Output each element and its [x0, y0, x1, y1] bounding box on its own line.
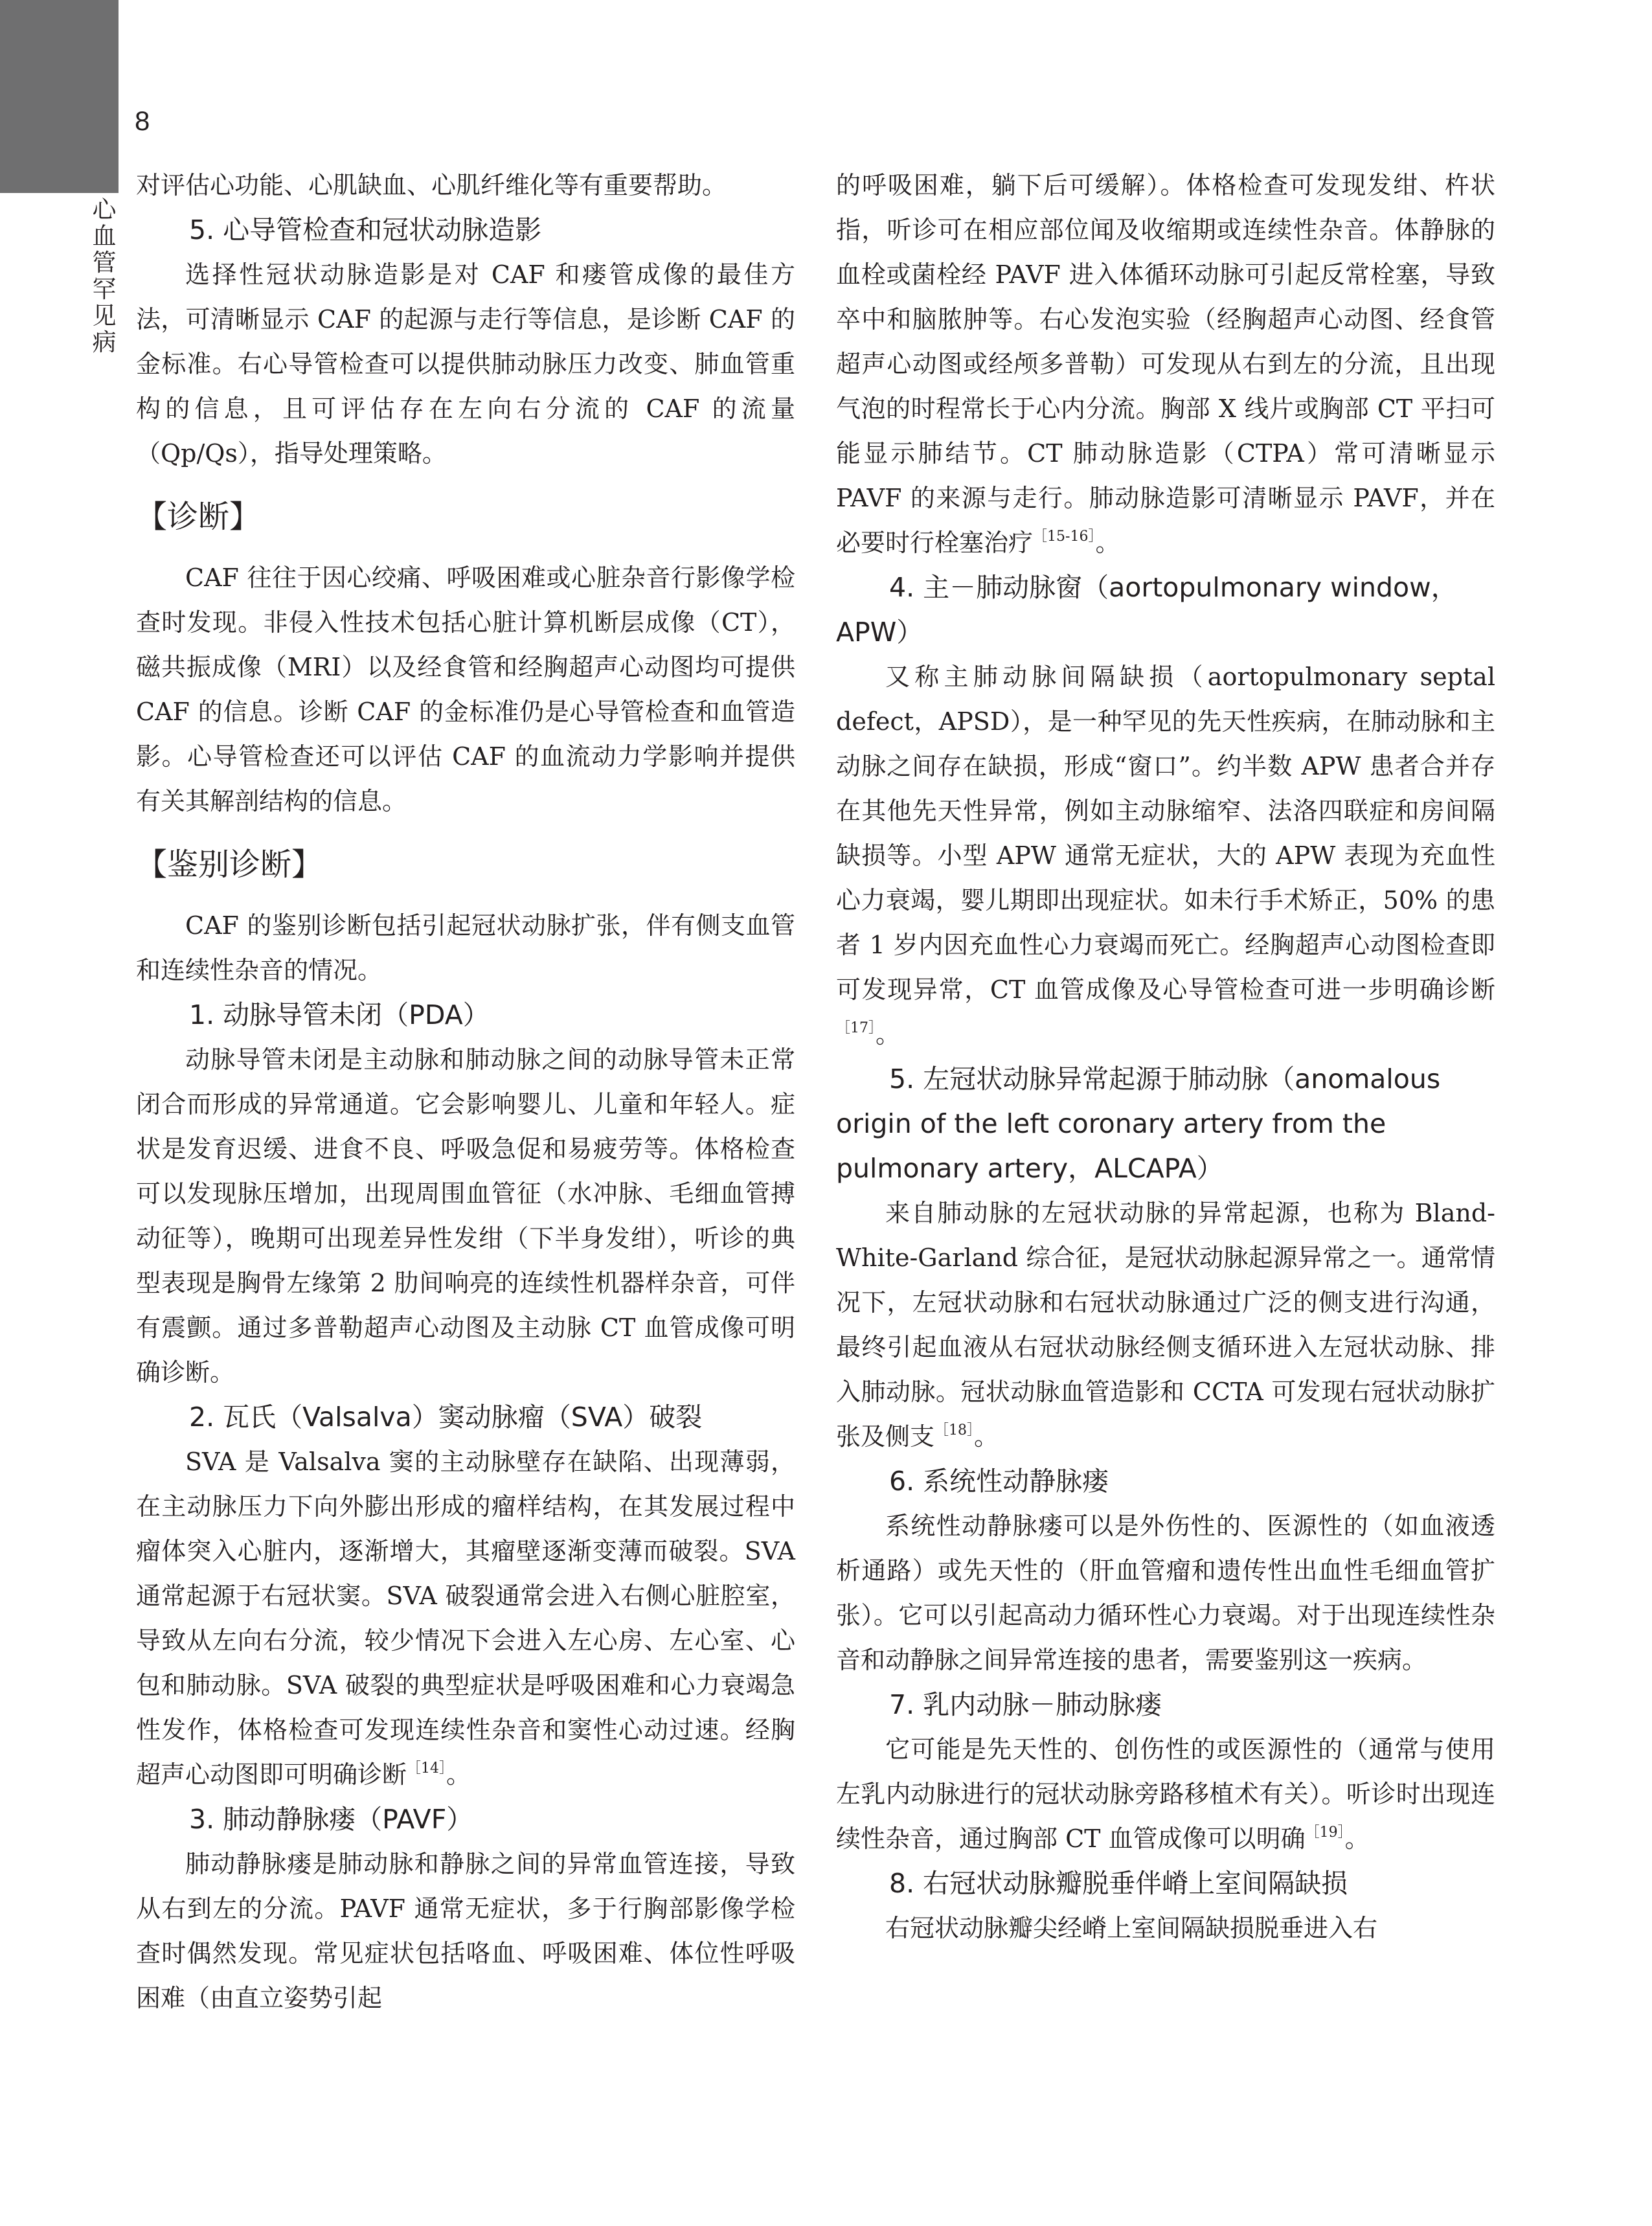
- heading-alcapa-lead: 5. 左冠状动脉异常起源于肺动脉（anomalous: [889, 1063, 1441, 1095]
- sentence-end: 。: [876, 1020, 901, 1049]
- paragraph-sva: [136, 1440, 795, 1797]
- paragraph-sva-text: SVA 是 Valsalva 窦的主动脉壁存在缺陷、出现薄弱，在主动脉压力下向外膨出形成的瘤样结构，在其发展过程中瘤体突入心脏内，逐渐增大，其瘤壁逐渐变薄而破裂。SVA 通常起源于右冠状窦。SVA 破裂通常会进入右侧心脏腔室，导致从左向右分流，较少情况下会进入左心房、左心室、心包和肺动脉。SVA 破裂的典型症状是呼吸困难和心力衰竭急性发作，体格检查可发现连续性杂音和窦性心动过速。经胸超声心动图即可明确诊断: [136, 1448, 795, 1789]
- sentence-end: 。: [1344, 1824, 1370, 1853]
- paragraph-apw: [836, 655, 1495, 1057]
- paragraph-differential-intro: CAF 的鉴别诊断包括引起冠状动脉扩张，伴有侧支血管和连续性杂音的情况。: [136, 911, 795, 984]
- heading-alcapa-tail: pulmonary artery，ALCAPA）: [836, 1153, 1223, 1184]
- citation-ref: ［15-16］: [1033, 528, 1096, 545]
- heading-rcc-prolapse: 8. 右冠状动脉瓣脱垂伴嵴上室间隔缺损: [889, 1868, 1348, 1899]
- paragraph-alcapa-text: 来自肺动脉的左冠状动脉的异常起源，也称为 Bland-White-Garland 综合征，是冠状动脉起源异常之一。通常情况下，左冠状动脉和右冠状动脉通过广泛的侧支进行沟通，最终引起血液从右冠状动脉经侧支循环进入左冠状动脉、排入肺动脉。冠状动脉血管造影和 CCTA 可发现右冠状动脉扩张及侧支: [836, 1199, 1495, 1451]
- heading-alcapa: [836, 1057, 1495, 1191]
- running-title: 心血管罕见病: [92, 196, 117, 356]
- paragraph-pavf: 肺动静脉瘘是肺动脉和静脉之间的异常血管连接，导致从右到左的分流。PAVF 通常无症状，多于行胸部影像学检查时偶然发现。常见症状包括咯血、呼吸困难、体位性呼吸困难（由直立姿势引起: [136, 1850, 795, 2012]
- section-heading-diagnosis: 【诊断】: [136, 499, 261, 535]
- sentence-end: 。: [974, 1422, 999, 1451]
- citation-ref: ［19］: [1305, 1824, 1345, 1841]
- paragraph-apw-text: 又称主肺动脉间隔缺损（aortopulmonary septal defect，APSD），是一种罕见的先天性疾病，在肺动脉和主动脉之间存在缺损，形成“窗口”。约半数 APW 患者合并存在其他先天性异常，例如主动脉缩窄、法洛四联症和房间隔缺损等。小型 APW 通常无症状，大的 APW 表现为充血性心力衰竭，婴儿期即出现症状。如未行手术矫正，50% 的患者 1 岁内因充血性心力衰竭而死亡。经胸超声心动图检查即可发现异常，CT 血管成像及心导管检查可进一步明确诊断: [836, 663, 1495, 1004]
- paragraph-systemic-avf: 系统性动静脉瘘可以是外伤性的、医源性的（如血液透析通路）或先天性的（肝血管瘤和遗传性出血性毛细血管扩张）。它可以引起高动力循环性心力衰竭。对于出现连续性杂音和动静脉之间异常连接的患者，需要鉴别这一疾病。: [836, 1512, 1495, 1674]
- paragraph-alcapa: [836, 1191, 1495, 1459]
- sentence-end: 。: [1095, 528, 1120, 557]
- paragraph-pavf-continued: [836, 163, 1495, 565]
- paragraph-ima-pa-fistula: [836, 1727, 1495, 1861]
- section-heading-differential: 【鉴别诊断】: [136, 846, 323, 883]
- paragraph-catheterization: 选择性冠状动脉造影是对 CAF 和瘘管成像的最佳方法，可清晰显示 CAF 的起源与走行等信息，是诊断 CAF 的金标准。右心导管检查可以提供肺动脉压力改变、肺血管重构的信息，且可评估存在左向右分流的 CAF 的流量（Qp/Qs），指导处理策略。: [136, 260, 795, 468]
- heading-pda: 1. 动脉导管未闭（PDA）: [189, 999, 490, 1030]
- heading-sva: 2. 瓦氏（Valsalva）窦动脉瘤（SVA）破裂: [189, 1402, 703, 1433]
- paragraph-ima-text: 它可能是先天性的、创伤性的或医源性的（通常与使用左乳内动脉进行的冠状动脉旁路移植术有关）。听诊时出现连续性杂音，通过胸部 CT 血管成像可以明确: [836, 1735, 1495, 1853]
- page-number: 8: [135, 106, 150, 136]
- citation-ref: ［17］: [836, 1020, 876, 1036]
- left-column: [136, 163, 795, 2021]
- paragraph-pda: 动脉导管未闭是主动脉和肺动脉之间的动脉导管未正常闭合而形成的异常通道。它会影响婴儿、儿童和年轻人。症状是发育迟缓、进食不良、呼吸急促和易疲劳等。体格检查可以发现脉压增加，出现周围血管征（水冲脉、毛细血管搏动征等），晚期可出现差异性发绀（下半身发绀），听诊的典型表现是胸骨左缘第 2 肋间响亮的连续性机器样杂音，可伴有震颤。通过多普勒超声心动图及主动脉 CT 血管成像可明确诊断。: [136, 1045, 795, 1387]
- intro-line: 对评估心功能、心肌缺血、心肌纤维化等有重要帮助。: [136, 171, 727, 199]
- paragraph-diagnosis: CAF 往往于因心绞痛、呼吸困难或心脏杂音行影像学检查时发现。非侵入性技术包括心脏计算机断层成像（CT），磁共振成像（MRI）以及经食管和经胸超声心动图均可提供 CAF 的信息。诊断 CAF 的金标准仍是心导管检查和血管造影。心导管检查还可以评估 CAF 的血流动力学影响并提供有关其解剖结构的信息。: [136, 563, 795, 815]
- heading-pavf: 3. 肺动静脉瘘（PAVF）: [189, 1804, 473, 1835]
- citation-ref: ［14］: [407, 1760, 447, 1777]
- heading-systemic-avf: 6. 系统性动静脉瘘: [889, 1466, 1109, 1497]
- heading-apw-tail: APW）: [836, 617, 923, 648]
- heading-catheterization: 5. 心导管检查和冠状动脉造影: [189, 214, 542, 245]
- heading-alcapa-mid: origin of the left coronary artery from the: [836, 1108, 1386, 1139]
- paragraph-rcc-prolapse: 右冠状动脉瓣尖经嵴上室间隔缺损脱垂进入右: [885, 1914, 1378, 1942]
- sentence-end: 。: [446, 1760, 471, 1789]
- corner-tab-block: [0, 0, 119, 193]
- heading-apw-lead: 4. 主－肺动脉窗（aortopulmonary window，: [889, 572, 1458, 603]
- paragraph-pavf-cont-text: 的呼吸困难，躺下后可缓解）。体格检查可发现发绀、杵状指，听诊可在相应部位闻及收缩期或连续性杂音。体静脉的血栓或菌栓经 PAVF 进入体循环动脉可引起反常栓塞，导致卒中和脑脓肿等。右心发泡实验（经胸超声心动图、经食管超声心动图或经颅多普勒）可发现从右到左的分流，且出现气泡的时程常长于心内分流。胸部 X 线片或胸部 CT 平扫可能显示肺结节。CT 肺动脉造影（CTPA）常可清晰显示 PAVF 的来源与走行。肺动脉造影可清晰显示 PAVF，并在必要时行栓塞治疗: [836, 171, 1495, 557]
- heading-ima-pa-fistula: 7. 乳内动脉－肺动脉瘘: [889, 1689, 1162, 1720]
- heading-apw: [836, 565, 1495, 655]
- citation-ref: ［18］: [934, 1422, 975, 1438]
- right-column: [836, 163, 1495, 1951]
